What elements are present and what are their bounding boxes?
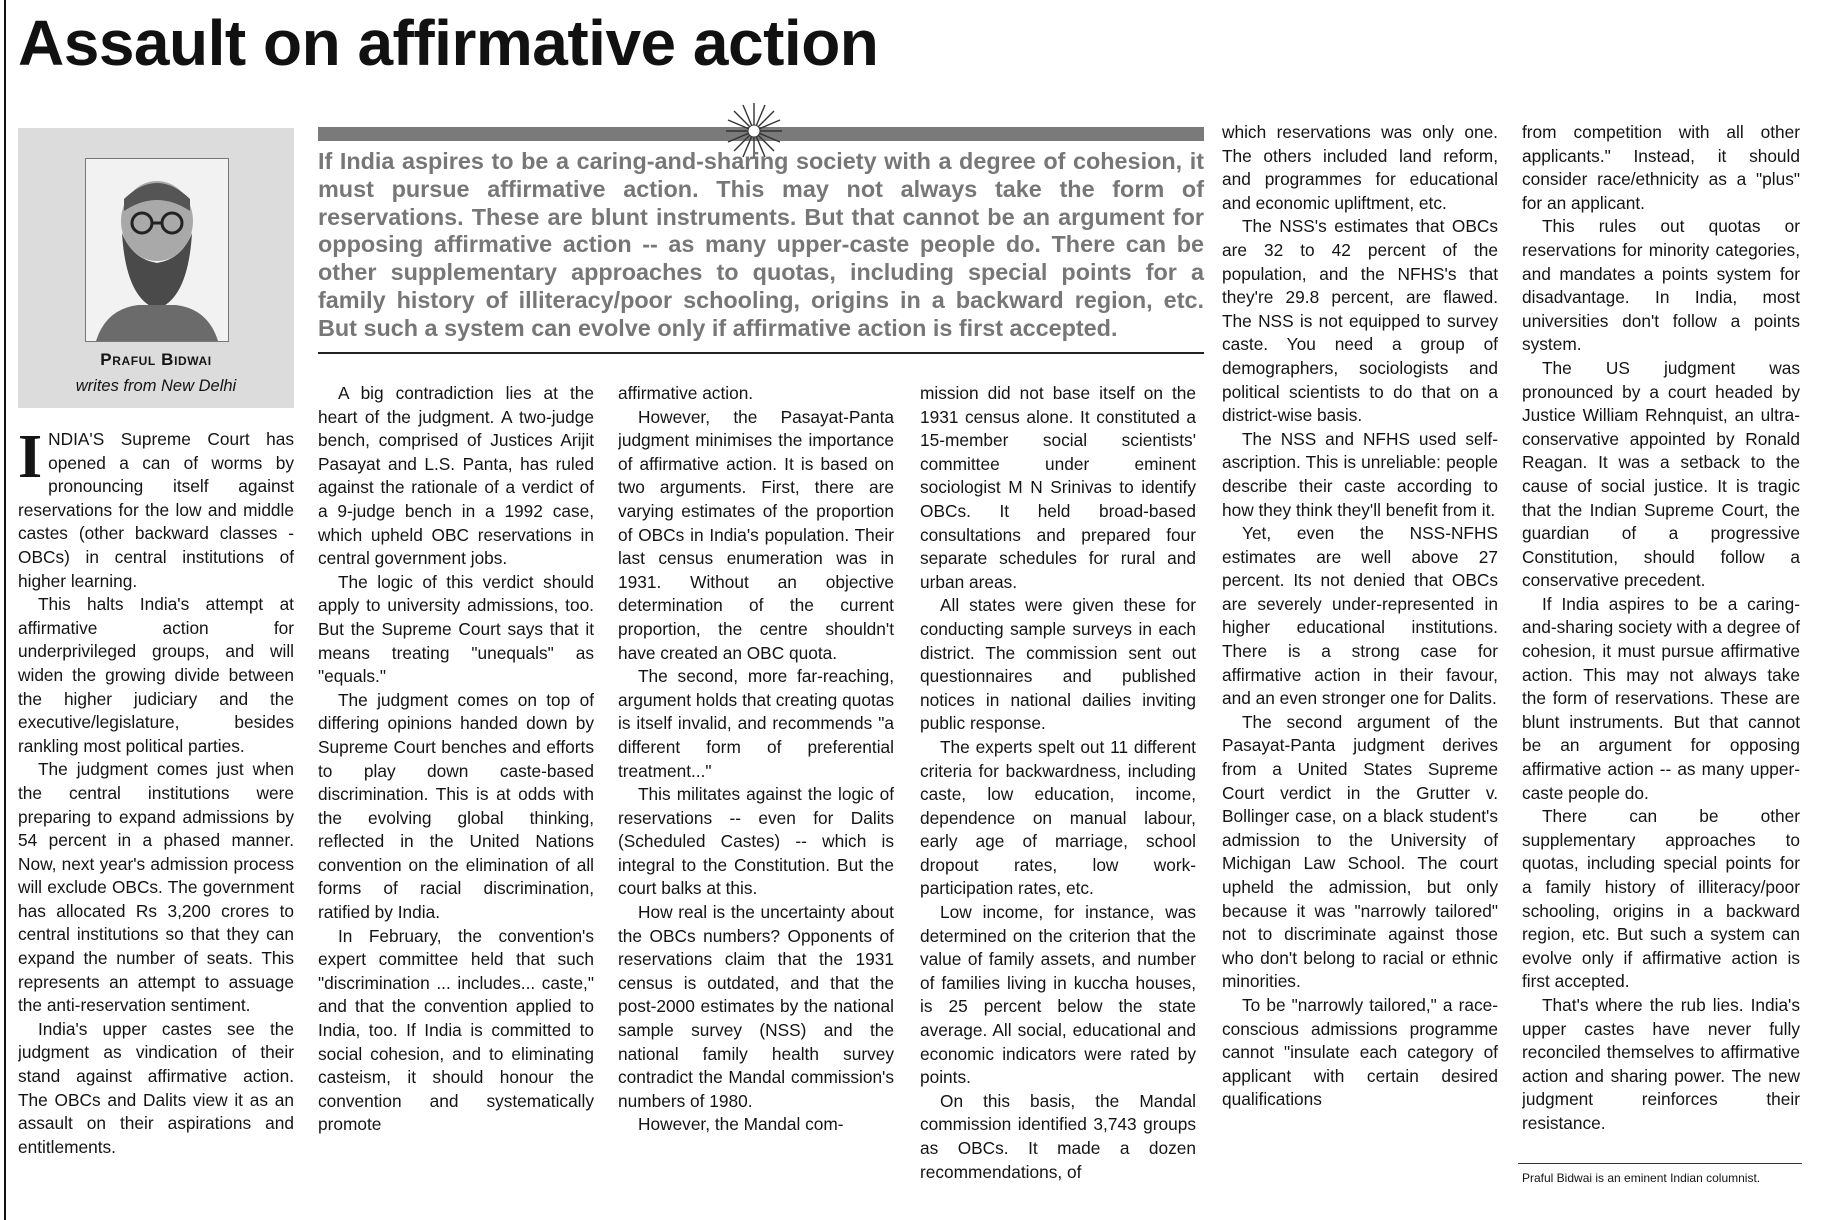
author-portrait-icon xyxy=(86,159,228,341)
paragraph: The second argument of the Pasayat-Panta judgment derives from a United States Supreme Court verdict in the Grutter v. Bollinger case, on a black student's admission to the University of Michigan Law School. The court upheld the admission, but only because it was "narrowly tailored" not to discriminate against those who don't belong to racial or ethnic minorities. xyxy=(1222,711,1498,992)
paragraph: The experts spelt out 11 different criteria for backwardness, including caste, low education, income, dependence on manual labour, early age of marriage, school dropout rates, low work-participation rates, etc. xyxy=(920,736,1196,899)
paragraph: All states were given these for conducting sample surveys in each district. The commission sent out questionnaires and published notices in national dailies inviting public response. xyxy=(920,595,1196,734)
paragraph: However, the Mandal com- xyxy=(638,1114,844,1135)
pullquote-bottom-rule xyxy=(318,352,1204,354)
pullquote: If India aspires to be a caring-and-sharing society with a degree of cohesion, it must pursue affirmative action. This may not always take the form of reservations. These are blunt instruments. But that cannot be an argument for opposing affirmative action -- as many upper-caste people do. There can be other supplementary approaches to quotas, including special points for a family history of illiteracy/poor schooling, origins in a backward region, etc. But such a system can evolve only if affirmative action is first accepted. xyxy=(318,148,1204,341)
author-photo xyxy=(85,158,229,342)
paragraph: If India aspires to be a caring-and-sharing society with a degree of cohesion, it must pursue affirmative action. This may not always take the form of reservations. These are blunt instruments. But that cannot be an argument for opposing affirmative action -- as many upper-caste people do. xyxy=(1522,593,1800,803)
paragraph: This halts India's attempt at affirmative action for underprivileged groups, and will widen the growing divide between the higher judiciary and the executive/legislature, besides rankling most political parties. xyxy=(18,594,294,756)
paragraph: On this basis, the Mandal commission identified 3,743 groups as OBCs. It made a dozen recommendations, of xyxy=(920,1090,1196,1182)
paragraph: There can be other supplementary approaches to quotas, including special points for a family history of illiteracy/poor schooling, origins in a backward region, etc. But such a system can evolve only if affirmative action is first accepted. xyxy=(1522,806,1800,992)
paragraph: This militates against the logic of reservations -- even for Dalits (Scheduled Castes) -- which is integral to the Constitution. But the court balks at this. xyxy=(618,784,894,899)
article-column-6 xyxy=(1522,121,1800,1156)
dropcap: I xyxy=(18,428,43,491)
paragraph: The judgment comes just when the central institutions were preparing to expand admissions by 54 percent in a phased manner. Now, next year's admission process will exclude OBCs. The government has allocated Rs 3,200 crores to central institutions so that they can expand the number of seats. This represents an attempt to assuage the anti-reservation sentiment. xyxy=(18,759,294,1016)
article-column-2 xyxy=(318,382,594,1218)
page-left-rule xyxy=(4,0,6,1220)
paragraph: The judgment comes on top of differing opinions handed down by Supreme Court benches and efforts to play down caste-based discrimination. This is at odds with the evolving global thinking, reflected in the United Nations convention on the elimination of all forms of racial discrimination, ratified by India. xyxy=(318,689,594,923)
article-column-1 xyxy=(18,428,294,1218)
paragraph: A big contradiction lies at the heart of the judgment. A two-judge bench, comprised of Justices Arijit Pasayat and L.S. Panta, has ruled against the rationale of a verdict of a 9-judge bench in a 1992 case, which upheld OBC reservations in central government jobs. xyxy=(318,383,594,569)
article-column-5 xyxy=(1222,121,1498,1218)
article-column-3 xyxy=(618,382,894,1218)
paragraph: affirmative action. xyxy=(618,383,754,403)
paragraph: from competition with all other applicants." Instead, it should consider race/ethnicity as a "plus" for an applicant. xyxy=(1522,122,1800,213)
author-name: Praful Bidwai xyxy=(100,350,212,369)
author-footnote: Praful Bidwai is an eminent Indian columnist. xyxy=(1522,1171,1761,1185)
paragraph: The NSS's estimates that OBCs are 32 to 42 percent of the population, and the NFHS's that they're 29.8 percent, are flawed. The NSS is not equipped to survey caste. You need a group of demographers, sociologists and political scientists to do that on a district-wise basis. xyxy=(1222,216,1498,426)
paragraph: The NSS and NFHS used self-ascription. This is unreliable: people describe their caste according to how they think they'll benefit from it. xyxy=(1222,428,1498,520)
paragraph: The second, more far-reaching, argument holds that creating quotas is itself invalid, and recommends "a different form of preferential treatment..." xyxy=(618,666,894,781)
byline-box xyxy=(18,128,294,408)
paragraph: Yet, even the NSS-NFHS estimates are well above 27 percent. Its not denied that OBCs are severely under-represented in higher educational institutions. There is a strong case for affirmative action in their favour, and an even stronger one for Dalits. xyxy=(1222,523,1498,709)
paragraph: That's where the rub lies. India's upper castes have never fully reconciled themselves to affirmative action and sharing power. The new judgment reinforces their resistance. xyxy=(1522,994,1800,1133)
headline: Assault on affirmative action xyxy=(18,7,879,79)
paragraph: However, the Pasayat-Panta judgment minimises the importance of affirmative action. It is based on two arguments. First, there are varying estimates of the proportion of OBCs in India's population. Their last census enumeration was in 1931. Without an objective determination of the current proportion, the centre shouldn't have created an OBC quota. xyxy=(618,406,894,663)
author-location: writes from New Delhi xyxy=(75,377,237,395)
paragraph: How real is the uncertainty about the OBCs numbers? Opponents of reservations claim that the 1931 census is outdated, and that the post-2000 estimates by the national sample survey (NSS) and the national family health survey contradict the Mandal commission's numbers of 1980. xyxy=(618,902,894,1111)
paragraph: To be "narrowly tailored," a race-conscious admissions programme cannot "insulate each category of applicant with certain desired qualifications xyxy=(1222,994,1498,1110)
paragraph: The logic of this verdict should apply to university admissions, too. But the Supreme Court says that it means treating "unequals" as "equals." xyxy=(318,571,594,687)
paragraph: India's upper castes see the judgment as vindication of their stand against affirmative action. The OBCs and Dalits view it as an assault on their aspirations and entitlements. xyxy=(18,1018,294,1157)
paragraph: which reservations was only one. The others included land reform, and programmes for educational and economic upliftment, etc. xyxy=(1222,122,1498,213)
paragraph: In February, the convention's expert committee held that such "discrimination ... includes... caste," and that the convention applied to India, too. If India is committed to social cohesion, and to eliminating casteism, it should honour the convention and systematically promote xyxy=(318,925,594,1135)
paragraph: INDIA'S Supreme Court has opened a can of worms by pronouncing itself against reservations for the low and middle castes (other backward classes - OBCs) in central institutions of higher learning. xyxy=(18,428,294,591)
article-column-4 xyxy=(920,382,1196,1218)
footnote-rule xyxy=(1518,1163,1802,1164)
paragraph: mission did not base itself on the 1931 census alone. It constituted a 15-member social scientists' committee under eminent sociologist M N Srinivas to identify OBCs. It held broad-based consultations and prepared four separate schedules for rural and urban areas. xyxy=(920,383,1196,592)
paragraph: This rules out quotas or reservations for minority categories, and mandates a points system for disadvantage. In India, most universities don't follow a points system. xyxy=(1522,216,1800,355)
paragraph: The US judgment was pronounced by a court headed by Justice William Rehnquist, an ultra-conservative appointed by Ronald Reagan. It was a setback to the cause of social justice. It is tragic that the Indian Supreme Court, the guardian of a progressive Constitution, should follow a conservative precedent. xyxy=(1522,357,1800,591)
paragraph: Low income, for instance, was determined on the criterion that the value of family assets, and number of families living in kuccha houses, is 25 percent below the state average. All social, educational and economic indicators were rated by points. xyxy=(920,902,1196,1088)
